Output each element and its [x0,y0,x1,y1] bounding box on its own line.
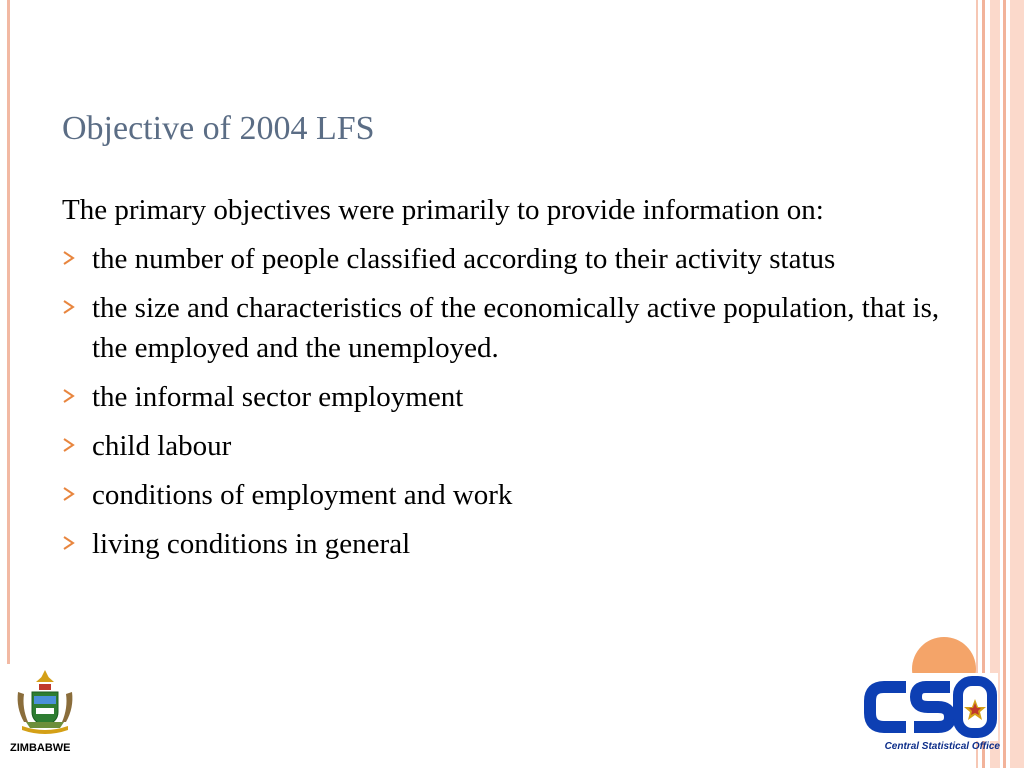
list-item [62,426,942,466]
zimbabwe-coat-of-arms-logo [10,668,80,740]
frame-stripe [990,0,1000,768]
frame-stripe [976,0,978,768]
zimbabwe-label: ZIMBABWE [10,742,71,754]
list-item [62,377,942,417]
chevron-right-icon [62,534,76,552]
chevron-right-icon [62,249,76,267]
list-item [62,288,942,368]
cso-caption: Central Statistical Office [884,741,1000,752]
chevron-right-icon [62,436,76,454]
bullet-text: living conditions in general [92,528,411,560]
slide-body [62,190,942,573]
bullet-text: the informal sector employment [92,381,464,413]
bullet-text: child labour [92,430,232,462]
chevron-right-icon [62,298,76,316]
frame-stripe [1010,0,1024,768]
list-item [62,239,942,279]
slide-title: Objective of 2004 LFS [62,110,375,147]
cso-logo [862,673,998,741]
frame-stripe [1003,0,1006,768]
chevron-right-icon [62,485,76,503]
cso-logo-mark [862,673,998,741]
bullet-text: the number of people classified according to their activity status [92,243,836,275]
bullet-text: conditions of employment and work [92,479,513,511]
chevron-right-icon [62,387,76,405]
bullet-list [62,239,942,564]
list-item [62,524,942,564]
intro-text: The primary objectives were primarily to provide information on: [62,194,824,226]
frame-stripe [982,0,985,768]
list-item [62,475,942,515]
bullet-text: the size and characteristics of the economically active population, that is, the employed and the unemployed. [92,292,940,364]
frame-left-border [7,0,10,664]
